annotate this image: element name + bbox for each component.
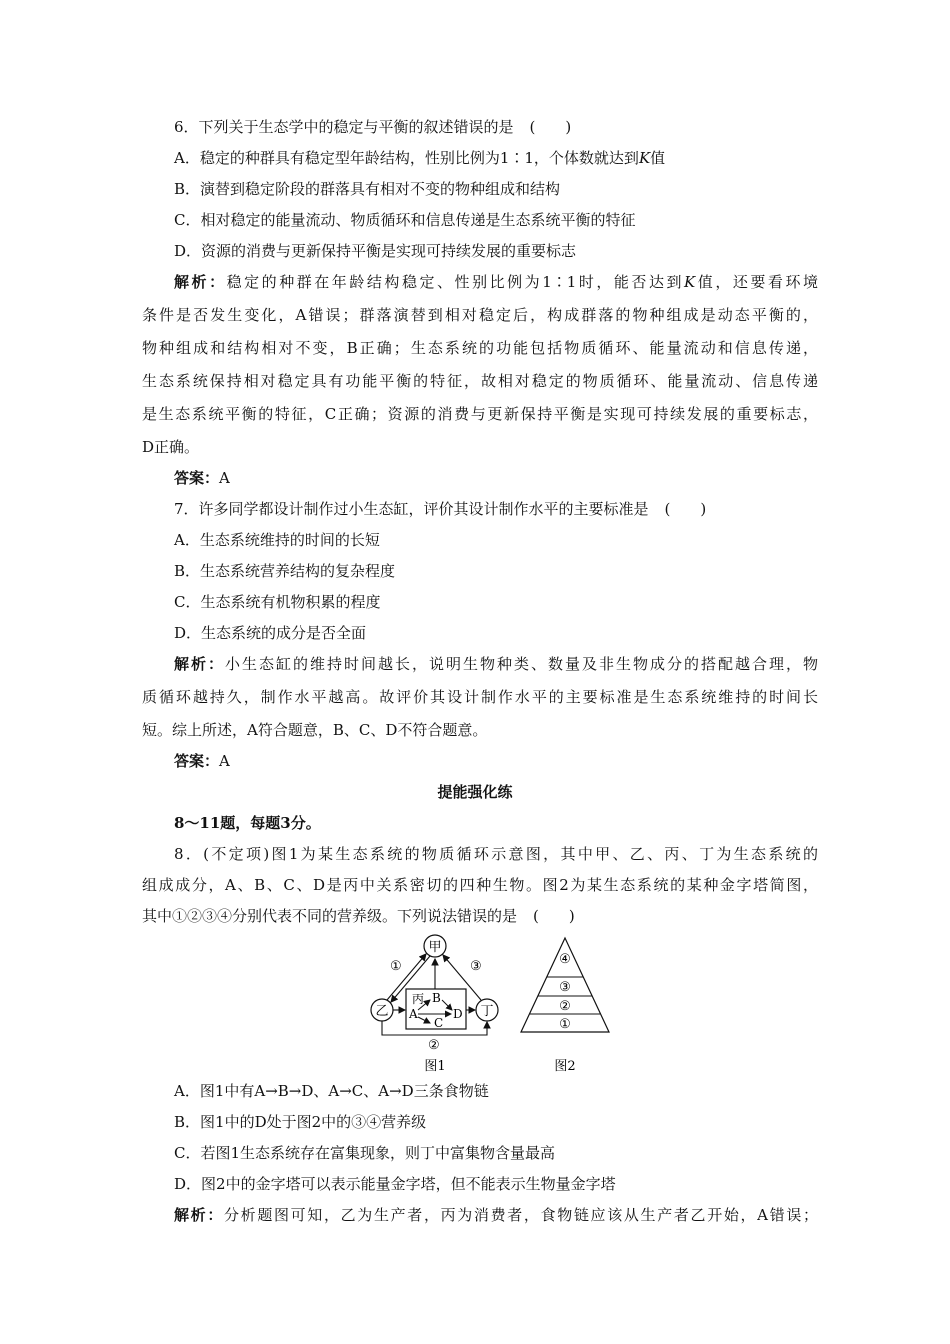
q6-option-c: C．相对稳定的能量流动、物质循环和信息传递是生态系统平衡的特征	[174, 211, 636, 229]
q6-stem: 6．下列关于生态学中的稳定与平衡的叙述错误的是 ( )	[174, 118, 572, 136]
figure-1-cycle-diagram	[360, 930, 510, 1075]
q6-explanation-line: 物种组成和结构相对不变，B正确；生态系统的功能包括物质循环、能量流动和信息传递，	[142, 339, 818, 357]
q8-stem-line: 其中①②③④分别代表不同的营养级。下列说法错误的是 ( )	[142, 907, 575, 925]
q8-option-d: D．图2中的金字塔可以表示能量金字塔，但不能表示生物量金字塔	[174, 1175, 616, 1193]
figure-2-pyramid	[515, 930, 615, 1075]
q7-stem: 7．许多同学都设计制作过小生态缸，评价其设计制作水平的主要标准是 ( )	[174, 500, 707, 518]
q8-option-c: C．若图1生态系统存在富集现象，则丁中富集物含量最高	[174, 1144, 556, 1162]
q7-explanation-line: 解析：小生态缸的维持时间越长，说明生物种类、数量及非生物成分的搭配越合理，物	[174, 655, 818, 673]
node-yi-label: 乙	[375, 1004, 389, 1019]
q6-option-d: D．资源的消费与更新保持平衡是实现可持续发展的重要标志	[174, 242, 577, 260]
label-2: ②	[428, 1038, 440, 1053]
node-ding-label: 丁	[480, 1004, 494, 1019]
pyramid-level-2: ②	[559, 999, 571, 1014]
label-3: ③	[470, 959, 482, 974]
pyramid-level-1: ①	[559, 1017, 571, 1032]
q6-explanation-line: D正确。	[142, 438, 200, 456]
q6-option-b: B．演替到稳定阶段的群落具有相对不变的物种组成和结构	[174, 180, 561, 198]
pyramid-level-3: ③	[559, 980, 571, 995]
section-note: 8～11题，每题3分。	[174, 814, 321, 832]
q7-option-c: C．生态系统有机物积累的程度	[174, 593, 381, 611]
label-1: ①	[390, 959, 402, 974]
q6-explanation-line: 解析：稳定的种群在年龄结构稳定、性别比例为1∶1时，能否达到K值，还要看环境	[174, 273, 818, 291]
org-D: D	[453, 1007, 463, 1021]
section-title: 提能强化练	[437, 783, 513, 801]
q8-option-a: A．图1中有A→B→D、A→C、A→D三条食物链	[174, 1082, 489, 1100]
node-jia-label: 甲	[428, 940, 442, 955]
q8-stem-line: 组成成分，A、B、C、D是丙中关系密切的四种生物。图2为某生态系统的某种金字塔简图，	[142, 876, 818, 894]
q7-explanation-line: 短。综上所述，A符合题意，B、C、D不符合题意。	[142, 721, 488, 739]
q6-explanation-line: 是生态系统平衡的特征，C正确；资源的消费与更新保持平衡是实现可持续发展的重要标志，	[142, 405, 818, 423]
q6-explanation-line: 生态系统保持相对稳定具有功能平衡的特征，故相对稳定的物质循环、能量流动、信息传递	[142, 372, 818, 390]
figure-2-caption: 图2	[554, 1059, 576, 1074]
figure-1-caption: 图1	[424, 1059, 446, 1074]
q7-explanation-line: 质循环越持久，制作水平越高。故评价其设计制作水平的主要标准是生态系统维持的时间长	[142, 688, 818, 706]
box-bing-label: 丙	[412, 992, 425, 1006]
q6-explanation-line: 条件是否发生变化，A错误；群落演替到相对稳定后，构成群落的物种组成是动态平衡的，	[142, 306, 818, 324]
q7-option-a: A．生态系统维持的时间的长短	[174, 531, 380, 549]
q8-explanation-line: 解析：分析题图可知，乙为生产者，丙为消费者，食物链应该从生产者乙开始，A错误；	[174, 1206, 818, 1224]
q6-option-a: A．稳定的种群具有稳定型年龄结构，性别比例为1∶1，个体数就达到K值	[174, 149, 666, 167]
q6-answer: 答案：A	[174, 469, 230, 487]
org-B: B	[432, 991, 441, 1005]
org-A: A	[409, 1007, 418, 1021]
org-C: C	[434, 1016, 444, 1030]
q8-option-b: B．图1中的D处于图2中的③④营养级	[174, 1113, 427, 1131]
q7-answer: 答案：A	[174, 752, 230, 770]
q7-option-b: B．生态系统营养结构的复杂程度	[174, 562, 396, 580]
q8-stem-line: 8．(不定项)图1为某生态系统的物质循环示意图，其中甲、乙、丙、丁为生态系统的	[174, 845, 818, 863]
pyramid-level-4: ④	[559, 952, 571, 967]
q7-option-d: D．生态系统的成分是否全面	[174, 624, 367, 642]
